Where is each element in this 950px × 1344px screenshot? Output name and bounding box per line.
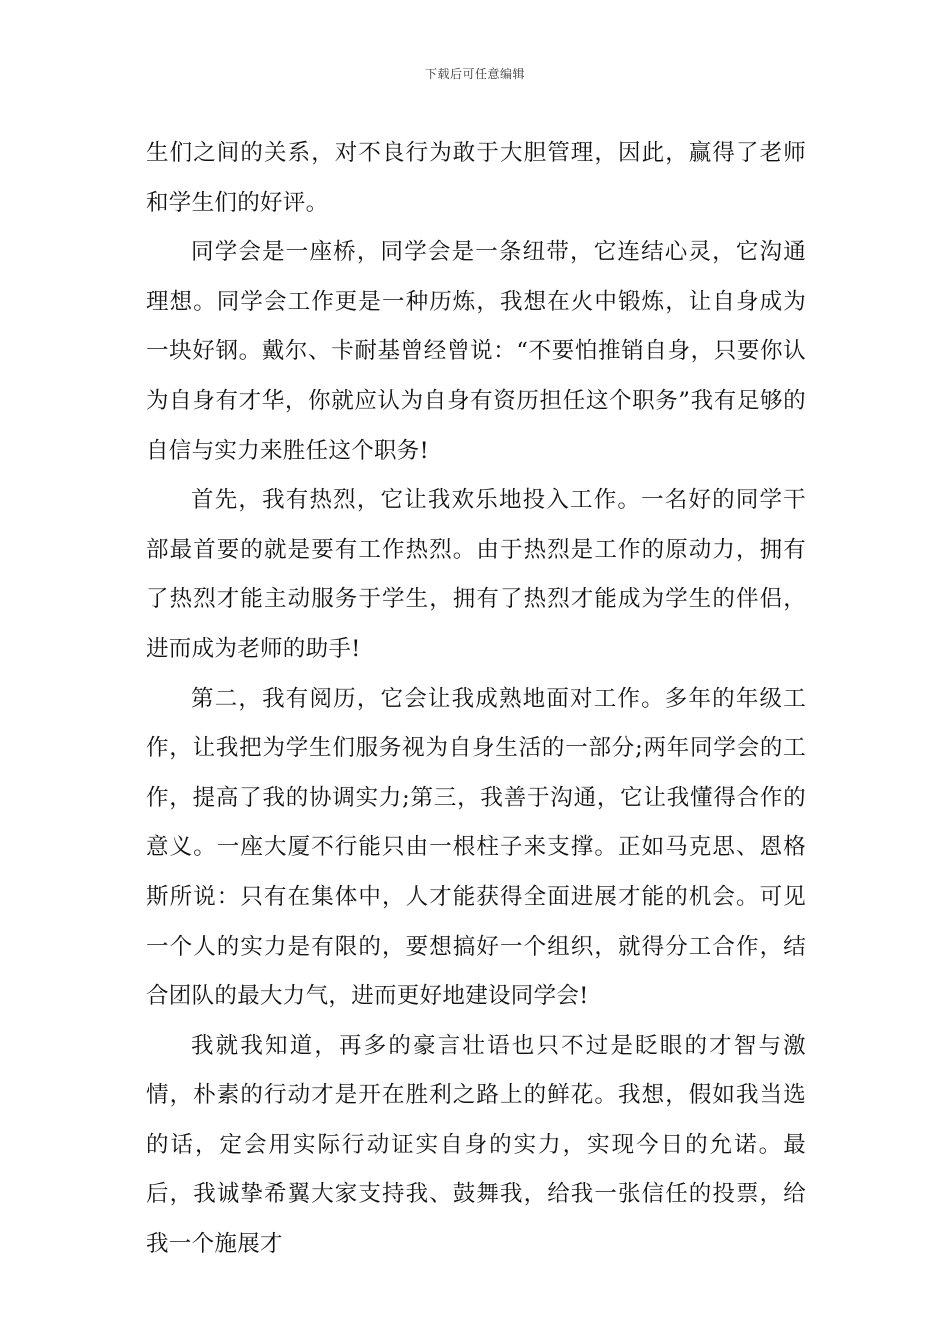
document-body — [146, 129, 806, 1270]
paragraph-1: 生们之间的关系，对不良行为敢于大胆管理，因此，赢得了老师和学生们的好评。 — [146, 140, 806, 216]
paragraph-5: 我就我知道，再多的豪言壮语也只不过是眨眼的才智与激情，朴素的行动才是开在胜利之路上的鲜花。我想，假如我当选的话，定会用实际行动证实自身的实力，实现今日的允诺。最后，我诚挚希翼大家支持我、鼓舞我，给我一张信任的投票，给我一个施展才 — [146, 1032, 806, 1258]
paragraph-4: 第二，我有阅历，它会让我成熟地面对工作。多年的年级工作，让我把为学生们服务视为自身生活的一部分;两年同学会的工作，提高了我的协调实力;第三，我善于沟通，它让我懂得合作的意义。一座大厦不行能只由一根柱子来支撑。正如马克思、恩格斯所说：只有在集体中，人才能获得全面进展才能的机会。可见一个人的实力是有限的，要想搞好一个组织，就得分工合作，结合团队的最大力气，进而更好地建设同学会! — [146, 685, 806, 1010]
paragraph-3: 首先，我有热烈，它让我欢乐地投入工作。一名好的同学干部最首要的就是要有工作热烈。由于热烈是工作的原动力，拥有了热烈才能主动服务于学生，拥有了热烈才能成为学生的伴侣，进而成为老师的助手! — [146, 487, 806, 662]
paragraph-2: 同学会是一座桥，同学会是一条纽带，它连结心灵，它沟通理想。同学会工作更是一种历炼，我想在火中锻炼，让自身成为一块好钢。戴尔、卡耐基曾经曾说：“不要怕推销自身，只要你认为自身有才华，你就应认为自身有资历担任这个职务”我有足够的自信与实力来胜任这个职务! — [146, 239, 806, 464]
page-header: 下载后可任意编辑 — [424, 67, 525, 81]
